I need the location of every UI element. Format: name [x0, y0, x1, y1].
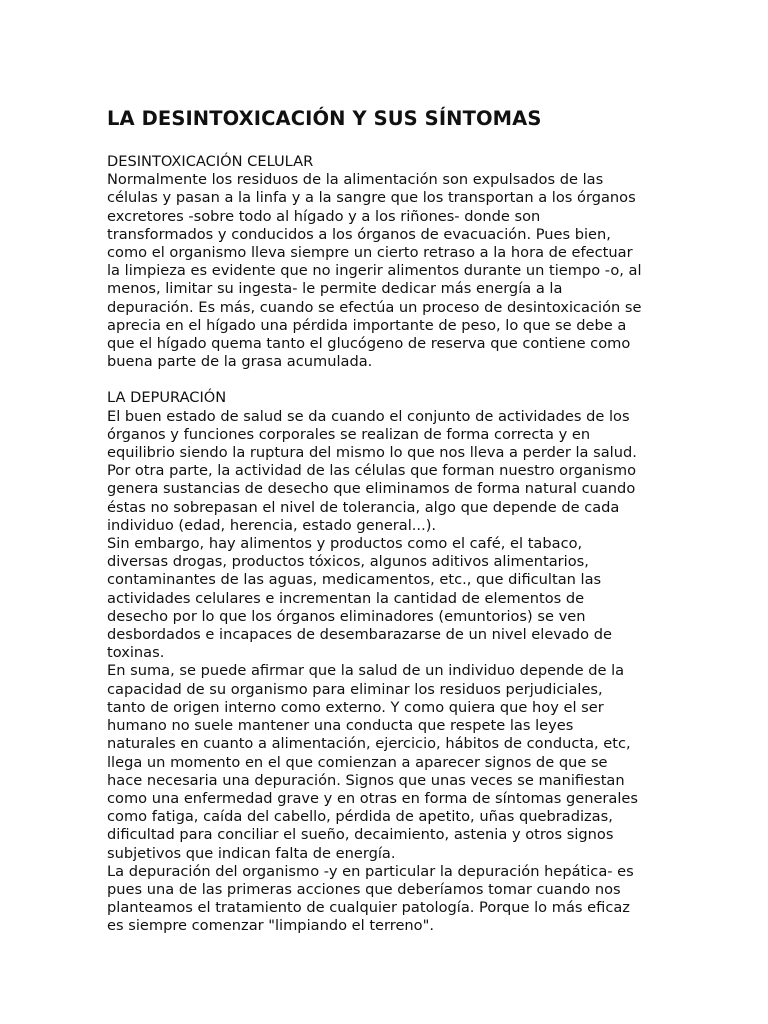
text-line: naturales en cuanto a alimentación, ejercicio, hábitos de conducta, etc,	[107, 735, 631, 753]
text-line: tanto de origen interno como externo. Y como quiera que hoy el ser	[107, 698, 604, 716]
text-line: que el hígado quema tanto el glucógeno de reserva que contiene como	[107, 335, 631, 353]
document-title: LA DESINTOXICACIÓN Y SUS SÍNTOMAS	[107, 107, 542, 130]
text-line: menos, limitar su ingesta- le permite dedicar más energía a la	[107, 280, 563, 298]
text-line: como fatiga, caída del cabello, pérdida de apetito, uñas quebradizas,	[107, 808, 613, 826]
text-line: contaminantes de las aguas, medicamentos, etc., que dificultan las	[107, 571, 602, 589]
text-line: planteamos el tratamiento de cualquier patología. Porque lo más eficaz	[107, 899, 630, 917]
text-line: diversas drogas, productos tóxicos, algunos aditivos alimentarios,	[107, 553, 589, 571]
section-desintoxicacion-celular	[107, 153, 667, 371]
section-heading: DESINTOXICACIÓN CELULAR	[107, 153, 314, 170]
text-line: actividades celulares e incrementan la cantidad de elementos de	[107, 589, 585, 607]
section-la-depuracion	[107, 389, 667, 935]
text-line: En suma, se puede afirmar que la salud de un individuo depende de la	[107, 662, 625, 680]
text-line: depuración. Es más, cuando se efectúa un proceso de desintoxicación se	[107, 298, 642, 316]
text-line: órganos y funciones corporales se realizan de forma correcta y en	[107, 425, 591, 443]
text-line: llega un momento en el que comienzan a aparecer signos de que se	[107, 753, 608, 771]
text-line: la limpieza es evidente que no ingerir alimentos durante un tiempo -o, al	[107, 262, 642, 280]
text-line: es siempre comenzar "limpiando el terreno".	[107, 917, 434, 935]
text-line: equilibrio siendo la ruptura del mismo lo que nos lleva a perder la salud.	[107, 444, 637, 462]
text-line: como el organismo lleva siempre un cierto retraso a la hora de efectuar	[107, 244, 633, 262]
paragraph	[107, 863, 667, 936]
section-heading: LA DEPURACIÓN	[107, 389, 227, 407]
text-line: como una enfermedad grave y en otras en forma de síntomas generales	[107, 789, 639, 807]
text-line: capacidad de su organismo para eliminar los residuos perjudiciales,	[107, 680, 603, 698]
text-line: humano no suele mantener una conducta que respete las leyes	[107, 717, 574, 735]
text-line: buena parte de la grasa acumulada.	[107, 353, 373, 371]
text-line: desbordados e incapaces de desembarazarse de un nivel elevado de	[107, 626, 612, 644]
text-line: desecho por lo que los órganos eliminadores (emuntorios) se ven	[107, 607, 586, 625]
text-line: transformados y conducidos a los órganos de evacuación. Pues bien,	[107, 225, 611, 243]
text-line: Sin embargo, hay alimentos y productos como el café, el tabaco,	[107, 535, 583, 553]
text-line: La depuración del organismo -y en particular la depuración hepática- es	[107, 862, 634, 880]
paragraph	[107, 662, 667, 862]
paragraph	[107, 171, 667, 371]
document-page	[107, 106, 667, 954]
text-line: genera sustancias de desecho que eliminamos de forma natural cuando	[107, 480, 636, 498]
text-line: aprecia en el hígado una pérdida importante de peso, lo que se debe a	[107, 316, 627, 334]
text-line: células y pasan a la linfa y a la sangre que los transportan a los órganos	[107, 189, 636, 207]
text-line: hace necesaria una depuración. Signos que unas veces se manifiestan	[107, 771, 625, 789]
text-line: individuo (edad, herencia, estado general...).	[107, 516, 437, 534]
text-line: pues una de las primeras acciones que deberíamos tomar cuando nos	[107, 880, 621, 898]
text-line: subjetivos que indican falta de energía.	[107, 844, 396, 862]
text-line: éstas no sobrepasan el nivel de tolerancia, algo que depende de cada	[107, 498, 620, 516]
text-line: toxinas.	[107, 644, 165, 662]
text-line: El buen estado de salud se da cuando el conjunto de actividades de los	[107, 407, 630, 425]
text-line: Por otra parte, la actividad de las células que forman nuestro organismo	[107, 462, 637, 480]
text-line: excretores -sobre todo al hígado y a los riñones- donde son	[107, 207, 541, 225]
paragraph	[107, 535, 667, 662]
text-line: Normalmente los residuos de la alimentación son expulsados de las	[107, 171, 604, 189]
text-line: dificultad para conciliar el sueño, decaimiento, astenia y otros signos	[107, 826, 614, 844]
paragraph	[107, 408, 667, 535]
